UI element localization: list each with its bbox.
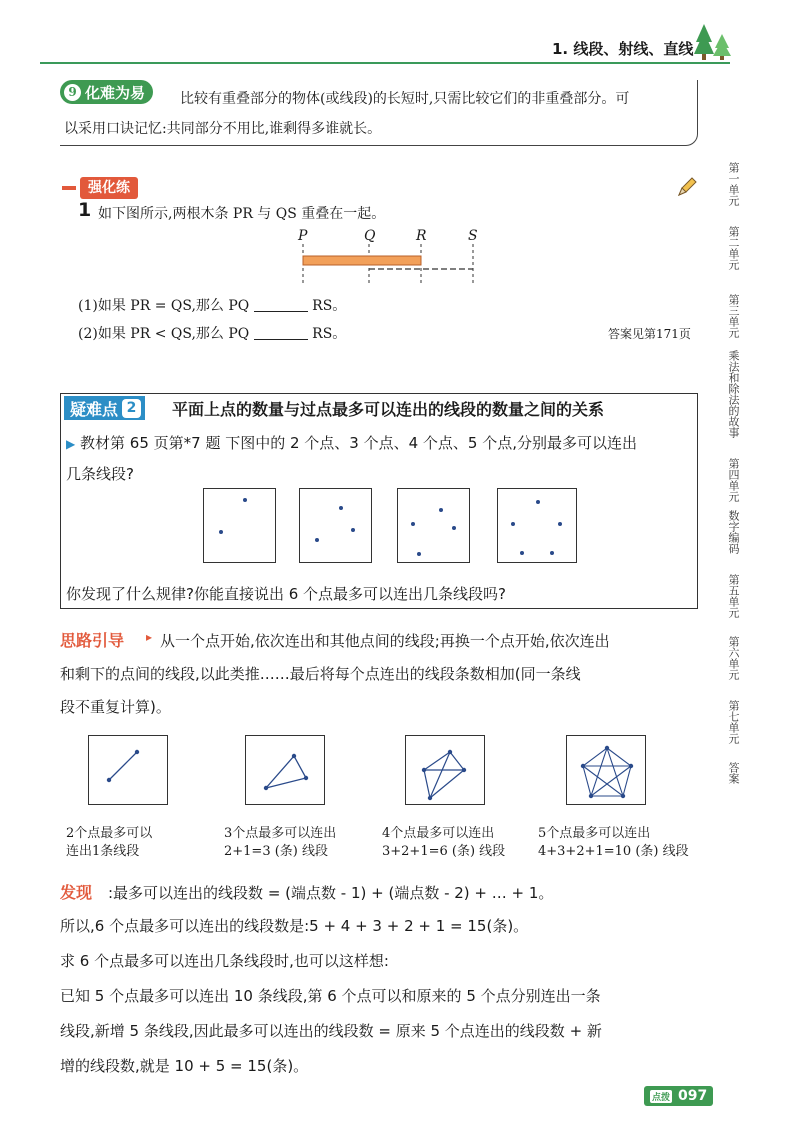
figure-caption-4 bbox=[382, 825, 505, 861]
tip-badge bbox=[60, 80, 153, 104]
sub2-prefix: (2)如果 PR < QS,那么 PQ bbox=[78, 326, 250, 342]
sub2-suffix: RS。 bbox=[312, 326, 347, 342]
figure-caption-5 bbox=[538, 825, 689, 861]
figure-caption-3-line1: 3个点最多可以连出 bbox=[224, 826, 337, 841]
dot-box-2 bbox=[203, 488, 276, 563]
page-number-badge bbox=[644, 1086, 713, 1106]
tip-badge-number: 9 bbox=[64, 84, 81, 101]
side-tab-unit1[interactable]: 第一单元 bbox=[727, 162, 740, 206]
figure-caption-3-line2: 2+1=3 (条) 线段 bbox=[224, 844, 329, 859]
answer-blank-1[interactable] bbox=[254, 298, 308, 312]
point-label-p: P bbox=[298, 228, 308, 244]
dot-box-4 bbox=[397, 488, 470, 563]
side-tab-answers[interactable]: 答案 bbox=[727, 762, 740, 784]
sub-question-2 bbox=[78, 323, 346, 343]
answer-reference: 答案见第171页 bbox=[608, 327, 691, 341]
side-tab-unit2[interactable]: 第二单元 bbox=[727, 226, 740, 270]
difficulty-badge bbox=[64, 396, 145, 420]
figure-caption-5-line1: 5个点最多可以连出 bbox=[538, 826, 651, 841]
brand-mark: 点拨 bbox=[650, 1090, 672, 1103]
side-tab-unit3[interactable]: 第三单元 bbox=[727, 294, 740, 338]
header-title: 1. 线段、射线、直线 bbox=[552, 40, 694, 58]
hint-line2: 和剩下的点间的线段,以此类推……最后将每个点连出的线段条数相加(同一条线 bbox=[60, 665, 581, 683]
figure-4-points bbox=[405, 735, 485, 805]
practice-dash-icon bbox=[62, 186, 76, 190]
overlap-diagram bbox=[290, 244, 490, 286]
side-tab-unit7[interactable]: 第七单元 bbox=[727, 700, 740, 744]
side-tab-unit5[interactable]: 第五单元 bbox=[727, 574, 740, 618]
dot-box-3 bbox=[299, 488, 372, 563]
figure-caption-2 bbox=[66, 825, 152, 861]
figure-caption-3 bbox=[224, 825, 336, 861]
discovery-text: :最多可以连出的线段数 = (端点数 - 1) + (端点数 - 2) + … + 1。 bbox=[108, 884, 554, 902]
side-tab-unit6[interactable]: 第六单元 bbox=[727, 636, 740, 680]
hint-arrow-icon: ▸ bbox=[146, 630, 153, 644]
pencil-icon bbox=[676, 176, 698, 198]
difficulty-question-line3: 你发现了什么规律?你能直接说出 6 个点最多可以连出几条线段吗? bbox=[66, 585, 507, 603]
side-tab-story[interactable]: 乘法和除法的故事 bbox=[727, 350, 740, 438]
difficulty-question-line2: 几条线段? bbox=[66, 465, 134, 483]
alt-method-line2: 线段,新增 5 条线段,因此最多可以连出的线段数 = 原来 5 个点连出的线段数 + 新 bbox=[60, 1022, 602, 1040]
discovery-label: 发现 bbox=[60, 883, 93, 902]
tip-text-line2: 以采用口诀记忆:共同部分不用比,谁剩得多谁就长。 bbox=[64, 121, 382, 137]
difficulty-badge-label: 疑难点 bbox=[70, 399, 119, 419]
figure-caption-4-line2: 3+2+1=6 (条) 线段 bbox=[382, 844, 506, 859]
difficulty-box bbox=[60, 393, 698, 609]
difficulty-badge-number: 2 bbox=[122, 399, 141, 418]
header-divider bbox=[40, 62, 730, 64]
sub1-suffix: RS。 bbox=[312, 298, 347, 314]
figure-5-points bbox=[566, 735, 646, 805]
figure-3-points bbox=[245, 735, 325, 805]
figure-caption-4-line1: 4个点最多可以连出 bbox=[382, 826, 495, 841]
question-text: 如下图所示,两根木条 PR 与 QS 重叠在一起。 bbox=[98, 206, 386, 222]
alt-method-line3: 增的线段数,就是 10 + 5 = 15(条)。 bbox=[60, 1057, 309, 1075]
triangle-bullet-icon: ▶ bbox=[66, 437, 76, 451]
difficulty-question-line1 bbox=[66, 432, 637, 453]
side-tab-unit4[interactable]: 第四单元 bbox=[727, 458, 740, 502]
alt-method-intro: 求 6 个点最多可以连出几条线段时,也可以这样想: bbox=[60, 952, 389, 970]
sub-question-1 bbox=[78, 295, 346, 315]
tip-badge-label: 化难为易 bbox=[85, 83, 146, 102]
tree-icon bbox=[692, 22, 732, 62]
difficulty-question-text1: 教材第 65 页第*7 题 下图中的 2 个点、3 个点、4 个点、5 个点,分别最多可以连出 bbox=[80, 434, 638, 452]
point-label-q: Q bbox=[364, 228, 376, 244]
conclusion-line: 所以,6 个点最多可以连出的线段数是:5 + 4 + 3 + 2 + 1 = 15(条)。 bbox=[60, 917, 529, 935]
sub1-prefix: (1)如果 PR = QS,那么 PQ bbox=[78, 298, 250, 314]
difficulty-title: 平面上点的数量与过点最多可以连出的线段的数量之间的关系 bbox=[172, 400, 605, 419]
figure-caption-2-line1: 2个点最多可以 bbox=[66, 826, 153, 841]
practice-badge: 强化练 bbox=[80, 177, 138, 199]
page-number: 097 bbox=[678, 1088, 708, 1104]
hint-line1: 从一个点开始,依次连出和其他点间的线段;再换一个点开始,依次连出 bbox=[160, 632, 610, 650]
point-label-s: S bbox=[468, 228, 478, 244]
question-number: 1 bbox=[78, 199, 92, 221]
figure-caption-5-line2: 4+3+2+1=10 (条) 线段 bbox=[538, 844, 689, 859]
side-tab-digit-code[interactable]: 数字编码 bbox=[727, 510, 740, 554]
hint-line3: 段不重复计算)。 bbox=[60, 698, 171, 716]
dot-box-5 bbox=[497, 488, 577, 563]
tip-text-line1: 比较有重叠部分的物体(或线段)的长短时,只需比较它们的非重叠部分。可 bbox=[180, 91, 630, 107]
figure-2-points bbox=[88, 735, 168, 805]
alt-method-line1: 已知 5 个点最多可以连出 10 条线段,第 6 个点可以和原来的 5 个点分别连出一条 bbox=[60, 987, 601, 1005]
answer-blank-2[interactable] bbox=[254, 326, 308, 340]
figure-caption-2-line2: 连出1条线段 bbox=[66, 844, 140, 859]
hint-label: 思路引导 bbox=[60, 631, 125, 650]
point-label-r: R bbox=[416, 228, 427, 244]
